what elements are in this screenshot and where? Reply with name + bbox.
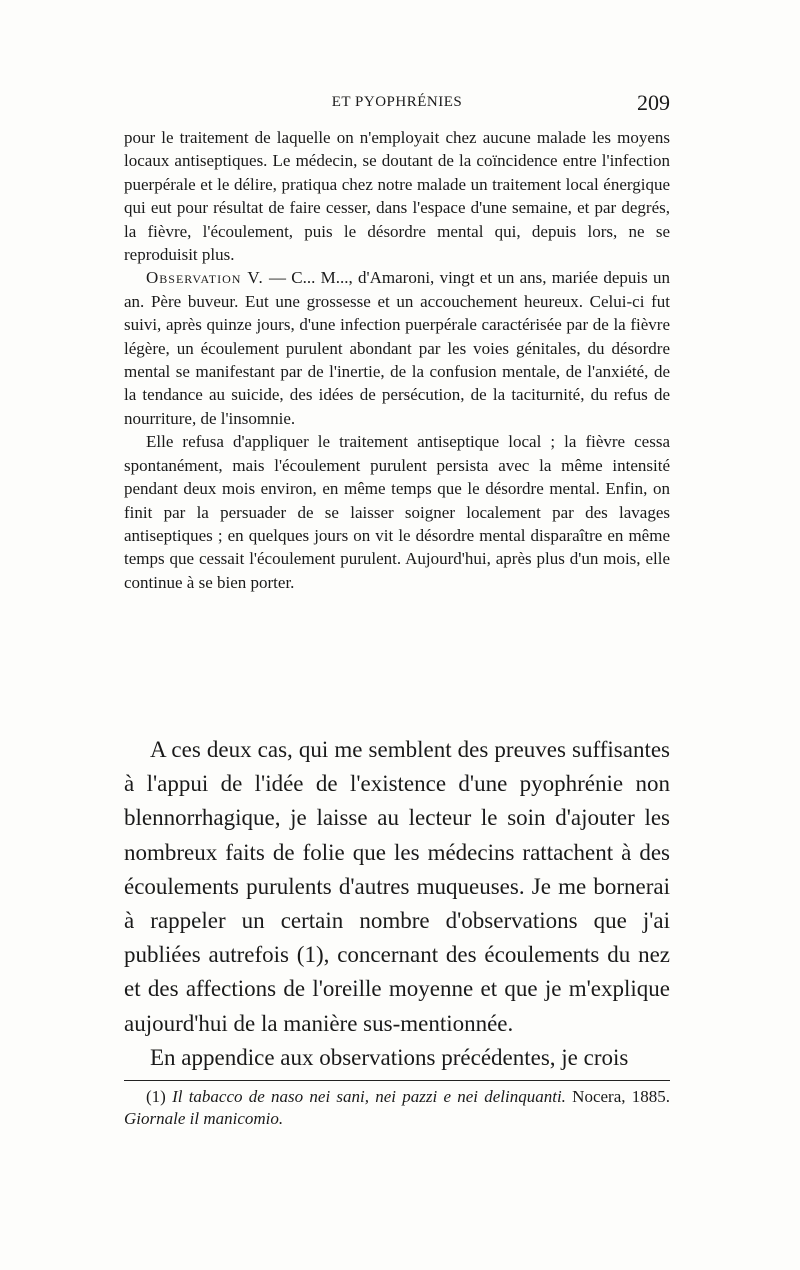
footnote-journal: Giornale il manicomio. [124,1109,284,1128]
footnote-title: Il tabacco de naso nei sani, nei pazzi e nei delinquanti. [172,1087,566,1106]
observation-paragraph [124,266,670,430]
running-title: ET PYOPHRÉNIES [331,94,463,110]
page-number: 209 [637,90,670,115]
observation-label: Observation V. [146,268,264,288]
observation-text: — C... M..., d'Amaroni, vingt et un ans, mariée depuis un an. Père buveur. Eut une grossesse et un accouchement heureux. Celui-ci fut suivi, après quinze jours, d'une infection puerpérale caractérisée par de la fièvre légère, un écoulement purulent abondant par les voies génitales, du désordre mental se manifestant par de l'inertie, de la confusion mentale, de l'anxiété, de la tendance au suicide, des idées de persécution, de la taciturnité, du refus de nourriture, de l'insomnie. [124,268,670,428]
appendix-paragraph: En appendice aux observations précédentes, je crois [150,1044,629,1070]
main-paragraph: A ces deux cas, qui me semblent des preuves suffisantes à l'appui de l'idée de l'existence d'une pyophrénie non blennorrhagique, je laisse au lecteur le soin d'ajouter les nombreux faits de folie que les médecins rattachent à des écoulements purulents d'autres muqueuses. Je me bornerai à rappeler un certain nombre d'observations que j'ai publiées autrefois (1), concernant des écoulements du nez et des affections de l'oreille moyenne et que je m'explique aujourd'hui de la manière sus-mentionnée. [124,737,670,1036]
main-text [124,733,670,1075]
footnote-marker: (1) [146,1087,173,1106]
case-continuation-paragraph: pour le traitement de laquelle on n'employait chez aucune malade les moyens locaux antiseptiques. Le médecin, se doutant de la coïncidence entre l'infection puerpérale et le délire, pratiqua chez notre malade un traitement local énergique qui eut pour résultat de faire cesser, dans l'espace d'une semaine, et par degrés, la fièvre, l'écoulement, puis le désordre mental qui, depuis lors, ne se reproduisit plus. [124,128,670,265]
treatment-paragraph: Elle refusa d'appliquer le traitement antiseptique local ; la fièvre cessa spontanément, mais l'écoulement purulent persista avec la même intensité pendant deux mois environ, en même temps que le désordre mental. Enfin, on finit par la persuader de se laisser soigner localement par des lavages antiseptiques ; en quelques jours on vit le désordre mental disparaître en même temps que cessait l'écoulement purulent. Aujourd'hui, après plus d'un mois, elle continue à se bien porter. [124,432,670,592]
case-report-text [124,126,670,594]
footnote-rule [124,1080,670,1081]
running-head [124,90,670,116]
footnote-place: Nocera, 1885. [565,1087,670,1106]
footnote [124,1086,670,1130]
